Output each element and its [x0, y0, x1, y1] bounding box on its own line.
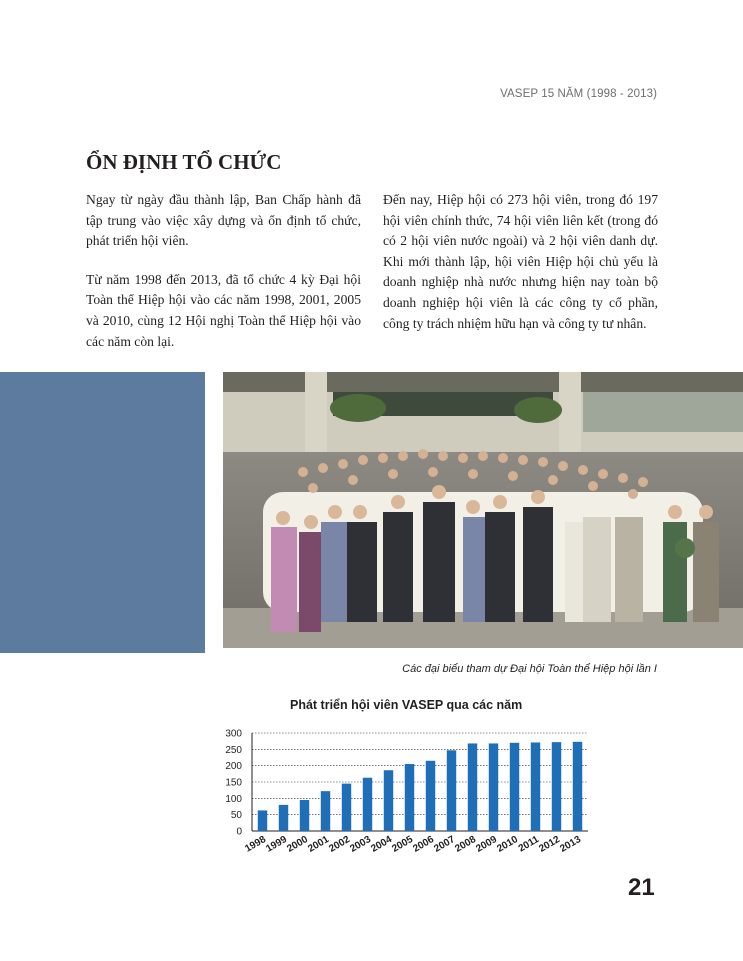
group-photo	[223, 372, 743, 648]
x-tick-label: 2003	[348, 834, 373, 855]
chart-title: Phát triển hội viên VASEP qua các năm	[290, 698, 523, 712]
paragraph: Từ năm 1998 đến 2013, đã tổ chức 4 kỳ Đại hội Toàn thể Hiệp hội vào các năm 1998, 2001, 2005 và 2010, cùng 12 Hội nghị Toàn thể Hiệp hội vào các năm còn lại.	[86, 271, 361, 349]
bar-2013	[573, 742, 582, 831]
x-tick-label: 2001	[306, 834, 331, 855]
member-growth-chart	[212, 722, 612, 872]
x-tick-label: 2011	[516, 834, 541, 855]
x-tick-label: 2005	[390, 834, 415, 855]
x-tick-label: 2008	[453, 834, 478, 855]
bar-2010	[510, 743, 519, 831]
bar-2001	[321, 791, 330, 831]
bar-2007	[447, 750, 456, 831]
x-tick-label: 2010	[495, 834, 520, 855]
y-tick-label: 100	[225, 793, 242, 805]
y-tick-label: 50	[230, 810, 242, 822]
chart-bars	[258, 742, 582, 831]
bar-2000	[300, 800, 309, 831]
paragraph: Ngay từ ngày đầu thành lập, Ban Chấp hành đã tập trung vào việc xây dựng và ổn định tổ chức, phát triển hội viên.	[86, 192, 361, 249]
y-tick-label: 300	[225, 728, 242, 740]
photo-caption: Các đại biểu tham dự Đại hội Toàn thể Hiệp hội lần I	[402, 663, 657, 675]
y-tick-label: 200	[225, 761, 242, 773]
bar-1999	[279, 805, 288, 831]
bar-2003	[363, 778, 372, 831]
x-tick-label: 2000	[285, 834, 310, 855]
page-number: 21	[628, 874, 655, 901]
x-tick-label: 2013	[558, 834, 583, 855]
section-title: ỔN ĐỊNH TỔ CHỨC	[86, 150, 282, 174]
x-tick-label: 2002	[327, 834, 352, 855]
x-tick-label: 2006	[411, 834, 436, 855]
bar-2006	[426, 761, 435, 831]
chart-y-axis	[225, 729, 252, 838]
x-tick-label: 2004	[369, 834, 394, 855]
y-tick-label: 250	[225, 744, 242, 756]
bar-2004	[384, 770, 393, 831]
x-tick-label: 2009	[474, 834, 499, 855]
bar-2009	[489, 743, 498, 831]
right-column	[383, 190, 658, 352]
bar-2005	[405, 764, 414, 831]
y-tick-label: 150	[225, 777, 242, 789]
group-photo-illustration	[223, 372, 743, 648]
bar-2011	[531, 742, 540, 831]
chart-x-axis	[243, 834, 583, 855]
bar-2008	[468, 743, 477, 831]
decorative-panel	[0, 372, 205, 653]
x-tick-label: 2012	[537, 834, 562, 855]
paragraph: Đến nay, Hiệp hội có 273 hội viên, trong đó 197 hội viên chính thức, 74 hội viên liên kết (trong đó có 2 hội viên nước ngoài) và 2 hội viên danh dự. Khi mới thành lập, hội viên Hiệp hội chủ yếu là doanh nghiệp nhà nước nhưng hiện nay toàn bộ doanh nghiệp hội viên là các công ty cổ phần, công ty trách nhiệm hữu hạn và công ty tư nhân.	[383, 192, 658, 331]
bar-1998	[258, 810, 267, 831]
left-column	[86, 190, 361, 370]
x-tick-label: 1999	[264, 834, 289, 855]
bar-2002	[342, 784, 351, 831]
x-tick-label: 1998	[243, 834, 268, 855]
bar-2012	[552, 742, 561, 831]
y-tick-label: 0	[236, 826, 242, 838]
running-header: VASEP 15 NĂM (1998 - 2013)	[500, 88, 657, 100]
x-tick-label: 2007	[432, 834, 457, 855]
